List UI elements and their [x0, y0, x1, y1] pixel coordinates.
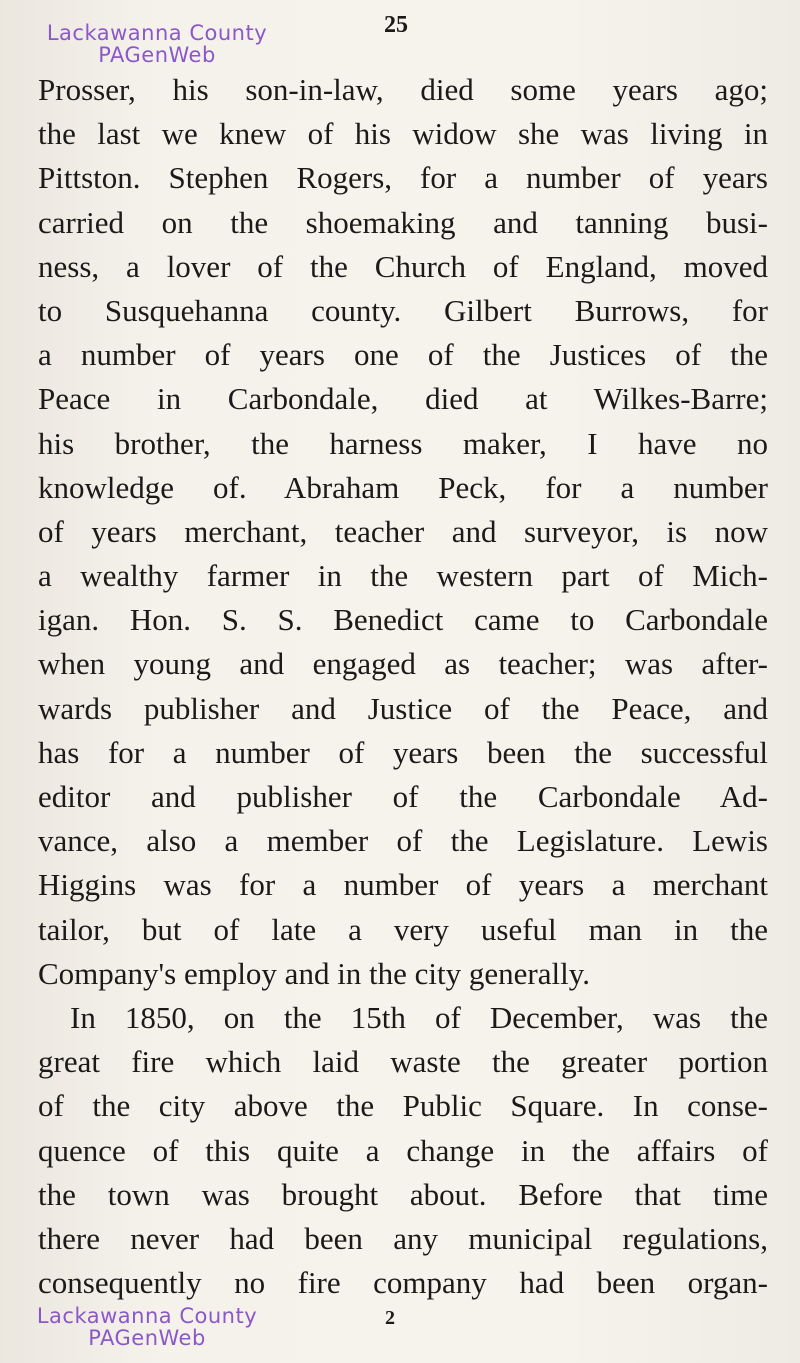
- text-line: Company's employ and in the city generally.: [38, 955, 590, 991]
- text-line: Higgins was for a number of years a merchant: [38, 867, 768, 903]
- text-line: has for a number of years been the successful: [38, 734, 768, 770]
- text-line: editor and publisher of the Carbondale Ad-: [38, 779, 768, 814]
- text-line: his brother, the harness maker, I have no: [38, 425, 768, 461]
- text-line: Prosser, his son-in-law, died some years ago;: [38, 72, 768, 107]
- text-line: ness, a lover of the Church of England, moved: [38, 248, 768, 284]
- text-line: In 1850, on the 15th of December, was the: [70, 999, 768, 1035]
- watermark-top-line2: PAGenWeb: [98, 43, 216, 67]
- text-line: igan. Hon. S. S. Benedict came to Carbondale: [38, 602, 768, 638]
- text-line: a wealthy farmer in the western part of Mich-: [38, 558, 768, 594]
- text-line: the town was brought about. Before that time: [38, 1176, 768, 1212]
- watermark-bottom-line2: PAGenWeb: [88, 1326, 206, 1350]
- signature-mark: 2: [385, 1307, 395, 1329]
- text-line: carried on the shoemaking and tanning busi-: [38, 204, 768, 240]
- watermark-top-line1: Lackawanna County: [46, 21, 268, 45]
- text-line: a number of years one of the Justices of the: [38, 337, 768, 373]
- text-line: the last we knew of his widow she was living in: [38, 116, 768, 152]
- text-line: great fire which laid waste the greater portion: [38, 1044, 768, 1080]
- text-line: Peace in Carbondale, died at Wilkes-Barre;: [38, 381, 768, 417]
- text-line: of years merchant, teacher and surveyor, is now: [38, 513, 768, 549]
- watermark-top: [26, 22, 288, 66]
- text-line: when young and engaged as teacher; was after-: [38, 646, 768, 682]
- text-line: wards publisher and Justice of the Peace, and: [38, 690, 768, 726]
- body-text: [38, 68, 768, 1305]
- text-line: knowledge of. Abraham Peck, for a number: [38, 469, 768, 505]
- text-line: tailor, but of late a very useful man in the: [38, 911, 768, 947]
- text-line: consequently no fire company had been organ-: [38, 1265, 768, 1301]
- watermark-bottom: [16, 1305, 278, 1349]
- text-line: vance, also a member of the Legislature. Lewis: [38, 823, 768, 859]
- text-line: of the city above the Public Square. In conse-: [38, 1088, 768, 1124]
- text-line: Pittston. Stephen Rogers, for a number of years: [38, 160, 768, 196]
- text-line: to Susquehanna county. Gilbert Burrows, for: [38, 292, 768, 328]
- text-line: there never had been any municipal regulations,: [38, 1220, 768, 1256]
- page-number: 25: [384, 12, 408, 38]
- text-line: quence of this quite a change in the affairs of: [38, 1132, 768, 1168]
- watermark-bottom-line1: Lackawanna County: [36, 1304, 258, 1328]
